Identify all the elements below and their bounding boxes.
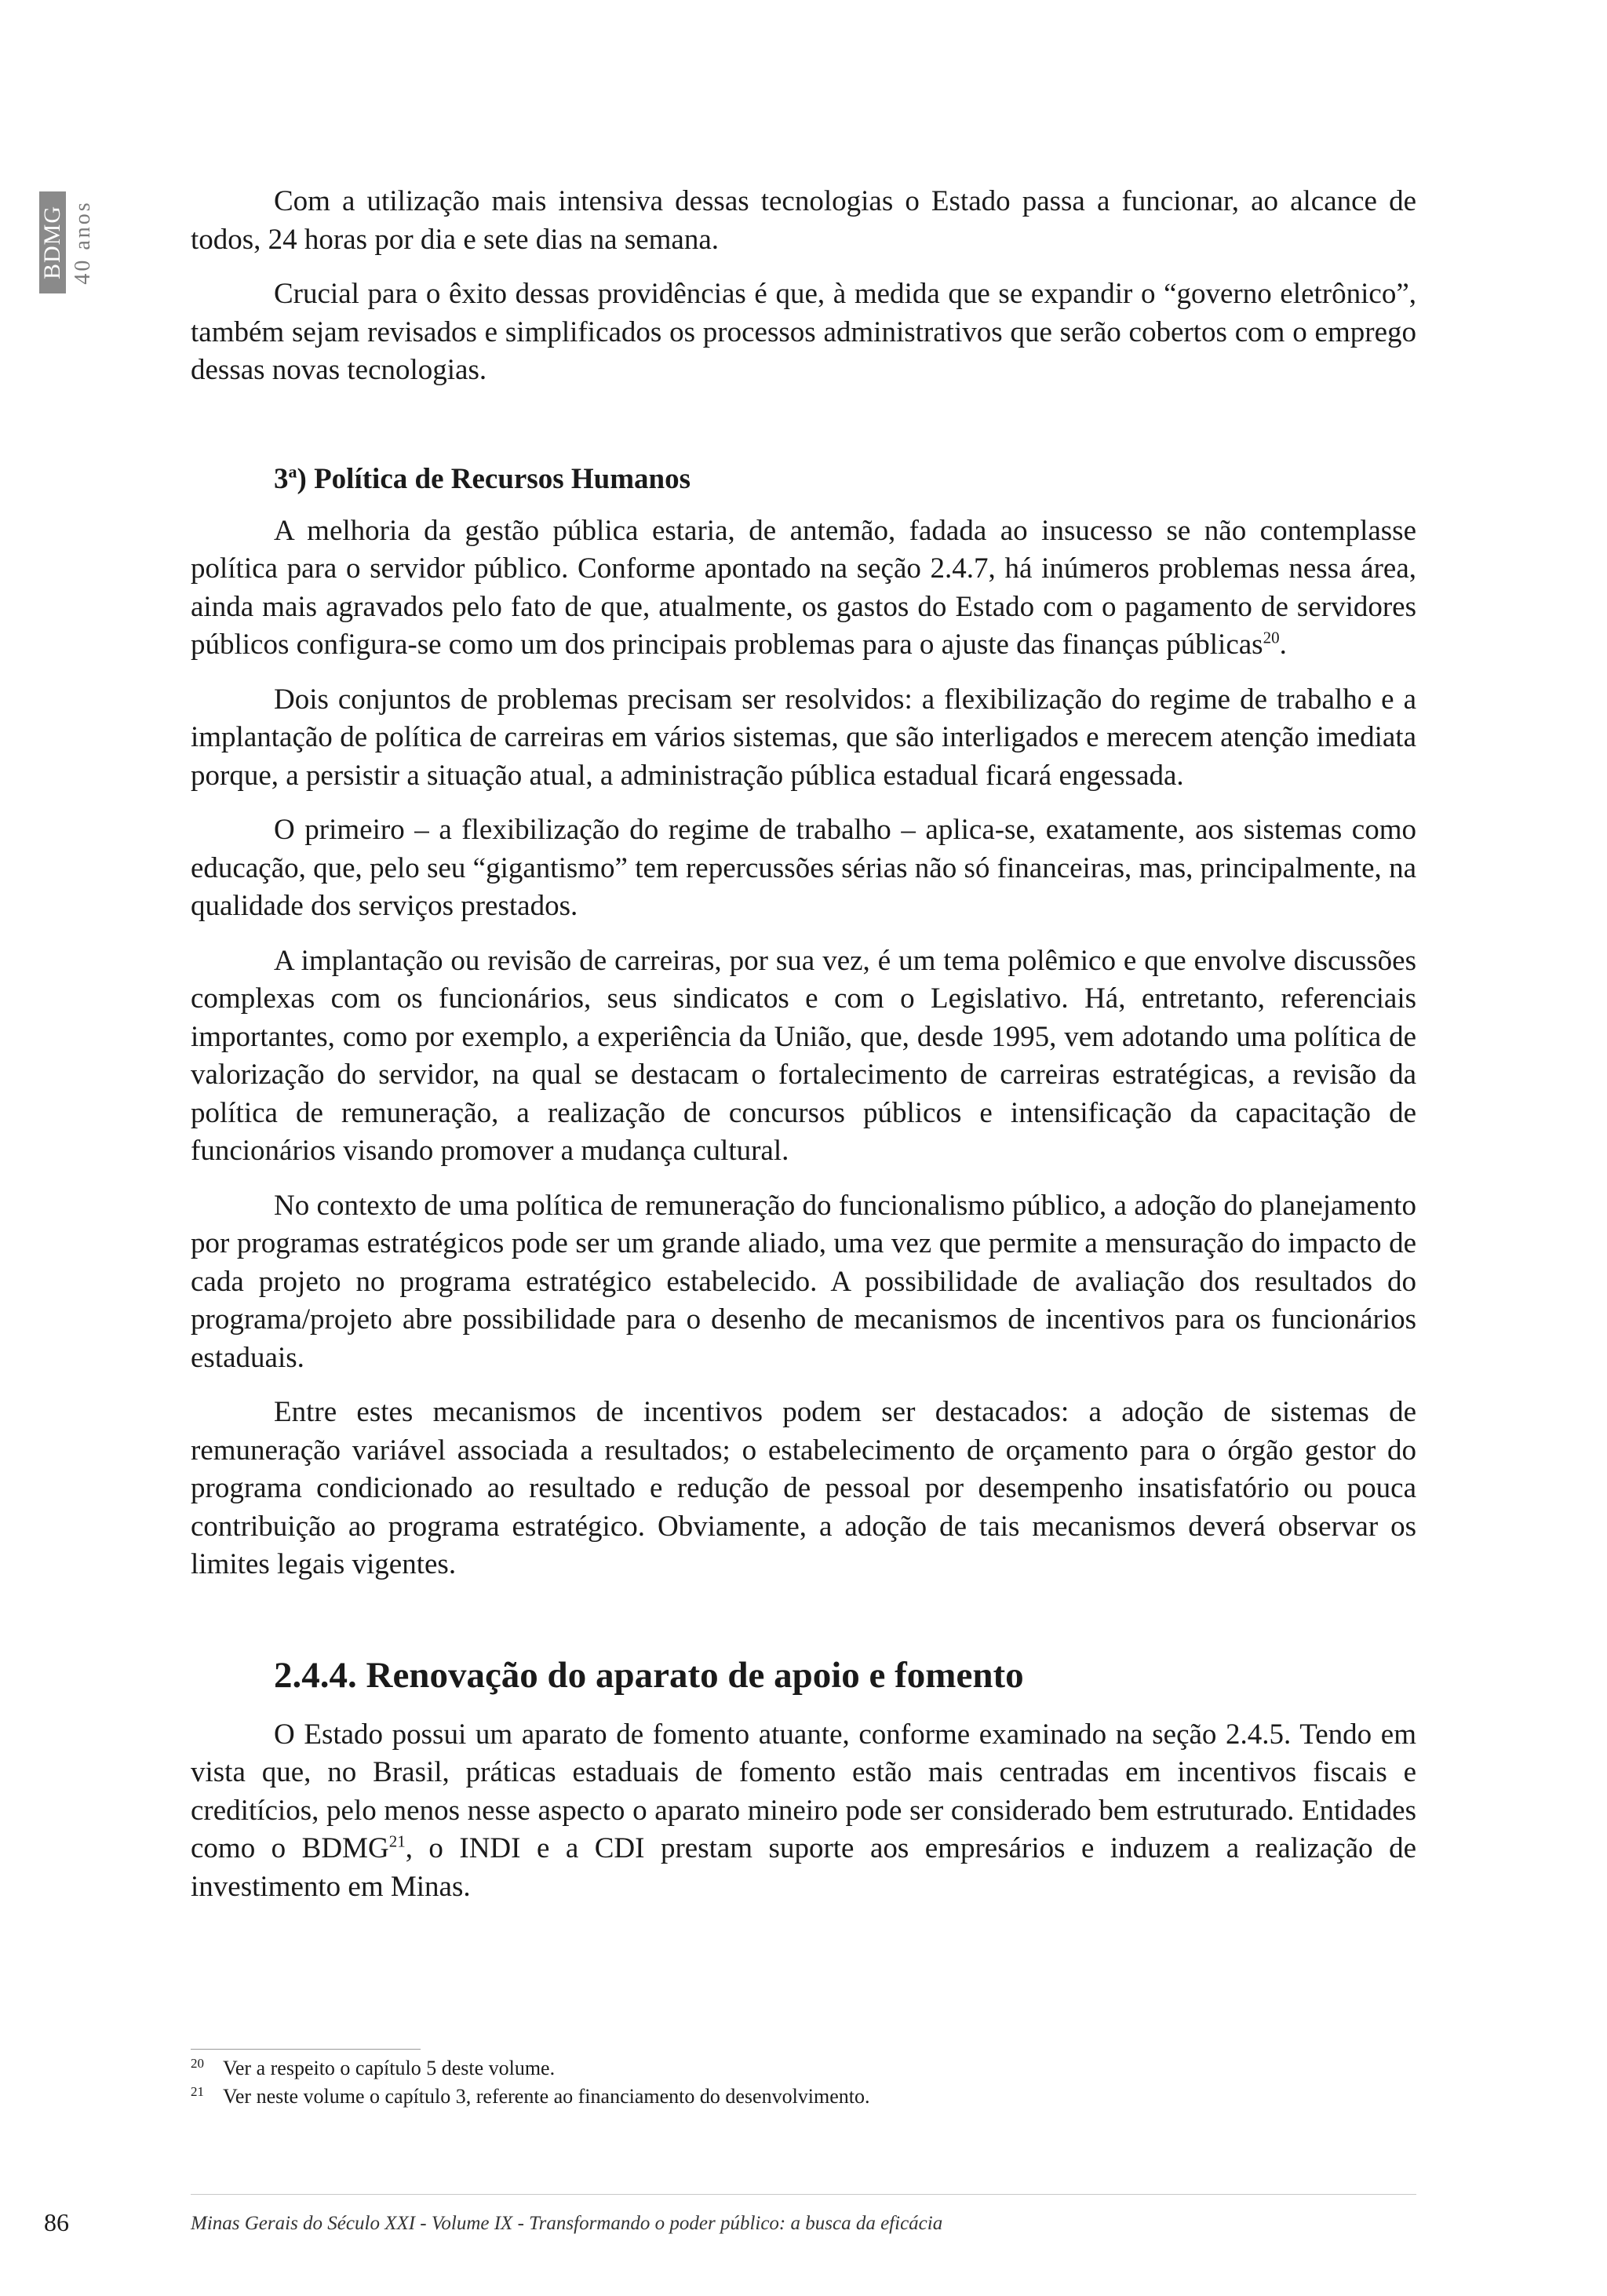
bdmg-years: [67, 191, 99, 293]
page-number: 86: [44, 2208, 69, 2236]
paragraph: Com a utilização mais intensiva dessas tecnologias o Estado passa a funcionar, ao alcance de todos, 24 horas por dia e sete dias na semana.: [191, 185, 1416, 256]
footnote-divider: [191, 2049, 421, 2050]
paragraph: [191, 512, 1416, 665]
paragraph: No contexto de uma política de remuneração do funcionalismo público, a adoção do planejamento por programas estratégicos pode ser um grande aliado, uma vez que permite a mensuração do impacto de cada projeto no programa estratégico estabelecido. A possibilidade de avaliação dos resultados do programa/projeto abre possibilidade para o desenho de mecanismos de incentivos para os funcionários estaduais.: [191, 1189, 1416, 1374]
footnote-item: [191, 2054, 1416, 2083]
paragraph-text: A melhoria da gestão pública estaria, de antemão, fadada ao insucesso se não contemplasse política para o servidor público. Conforme apontado na seção 2.4.7, há inúmeros problemas nessa área, ainda mais agravados pelo fato de que, atualmente, os gastos do Estado com o pagamento de servidores públicos configura-se como um dos principais problemas para o ajuste das finanças públicas: [191, 514, 1416, 661]
paragraph: Entre estes mecanismos de incentivos podem ser destacados: a adoção de sistemas de remuneração variável associada a resultados; o estabelecimento de orçamento para o órgão gestor do programa condicionado ao resultado e redução de pessoal por desempenho insatisfatório ou pouca contribuição ao programa estratégico. Obviamente, a adoção de tais mecanismos deverá observar os limites legais vigentes.: [191, 1396, 1416, 1580]
footer-divider: [191, 2194, 1416, 2195]
bdmg-logo: [39, 191, 99, 293]
running-footer: Minas Gerais do Século XXI - Volume IX - Transformando o poder público: a busca da eficácia: [191, 2213, 943, 2234]
paragraph-end: .: [1279, 629, 1287, 661]
subsection-ordinal: a: [288, 461, 297, 482]
paragraph: [191, 1716, 1416, 1907]
paragraph: A implantação ou revisão de carreiras, por sua vez, é um tema polêmico e que envolve discussões complexas com os funcionários, seus sindicatos e com o Legislativo. Há, entretanto, referenciais importantes, como por exemplo, a experiência da União, que, desde 1995, vem adotando uma política de valorização do servidor, na qual se destacam o fortalecimento de carreiras estratégicas, a revisão da política de remuneração, a realização de concursos públicos e intensificação da capacitação de funcionários visando promover a mudança cultural.: [191, 944, 1416, 1167]
paragraph: O primeiro – a flexibilização do regime de trabalho – aplica-se, exatamente, aos sistemas como educação, que, pelo seu “gigantismo” tem repercussões sérias não só financeiras, mas, principalmente, na qualidade dos serviços prestados.: [191, 814, 1416, 922]
paragraph-text: O Estado possui um aparato de fomento atuante, conforme examinado na seção 2.4.5. Tendo em vista que, no Brasil, práticas estaduais de fomento estão mais centradas em incentivos fiscais e creditícios, pelo menos nesse aspecto o aparato mineiro pode ser considerado bem estruturado. Entidades como o BDMG: [191, 1718, 1416, 1864]
footnote-item: [191, 2083, 1416, 2111]
footnote-number: 21: [191, 2084, 204, 2099]
body-text: [191, 183, 1416, 1922]
paragraph: Crucial para o êxito dessas providências é que, à medida que se expandir o “governo eletrônico”, também sejam revisados e simplificados os processos administrativos que serão cobertos com o emprego dessas novas tecnologias.: [191, 278, 1416, 386]
footnote-ref[interactable]: 20: [1263, 628, 1280, 647]
footnote-ref[interactable]: 21: [388, 1831, 406, 1851]
subsection-title: ) Política de Recursos Humanos: [297, 462, 691, 495]
bdmg-badge: [39, 191, 66, 293]
paragraph: Dois conjuntos de problemas precisam ser resolvidos: a flexibilização do regime de trabalho e a implantação de política de carreiras em vários sistemas, que são interligados e merecem atenção imediata porque, a persistir a situação atual, a administração pública estadual ficará engessada.: [191, 683, 1416, 792]
paragraph-text: , o INDI e a CDI prestam suporte aos empresários e induzem a realização de investimento em Minas.: [191, 1832, 1416, 1903]
footnote-text: Ver a respeito o capítulo 5 deste volume.: [223, 2057, 556, 2079]
subsection-heading: [274, 461, 1416, 498]
footnote-text: Ver neste volume o capítulo 3, referente ao financiamento do desenvolvimento.: [223, 2085, 870, 2108]
bdmg-brand-text: BDMG: [39, 205, 65, 280]
footnotes: [191, 2054, 1416, 2111]
subsection-number: 3: [274, 462, 289, 495]
bdmg-tagline-text: 40 anos: [71, 200, 95, 285]
section-heading: 2.4.4. Renovação do aparato de apoio e fomento: [274, 1654, 1024, 1696]
footnote-number: 20: [191, 2056, 204, 2071]
